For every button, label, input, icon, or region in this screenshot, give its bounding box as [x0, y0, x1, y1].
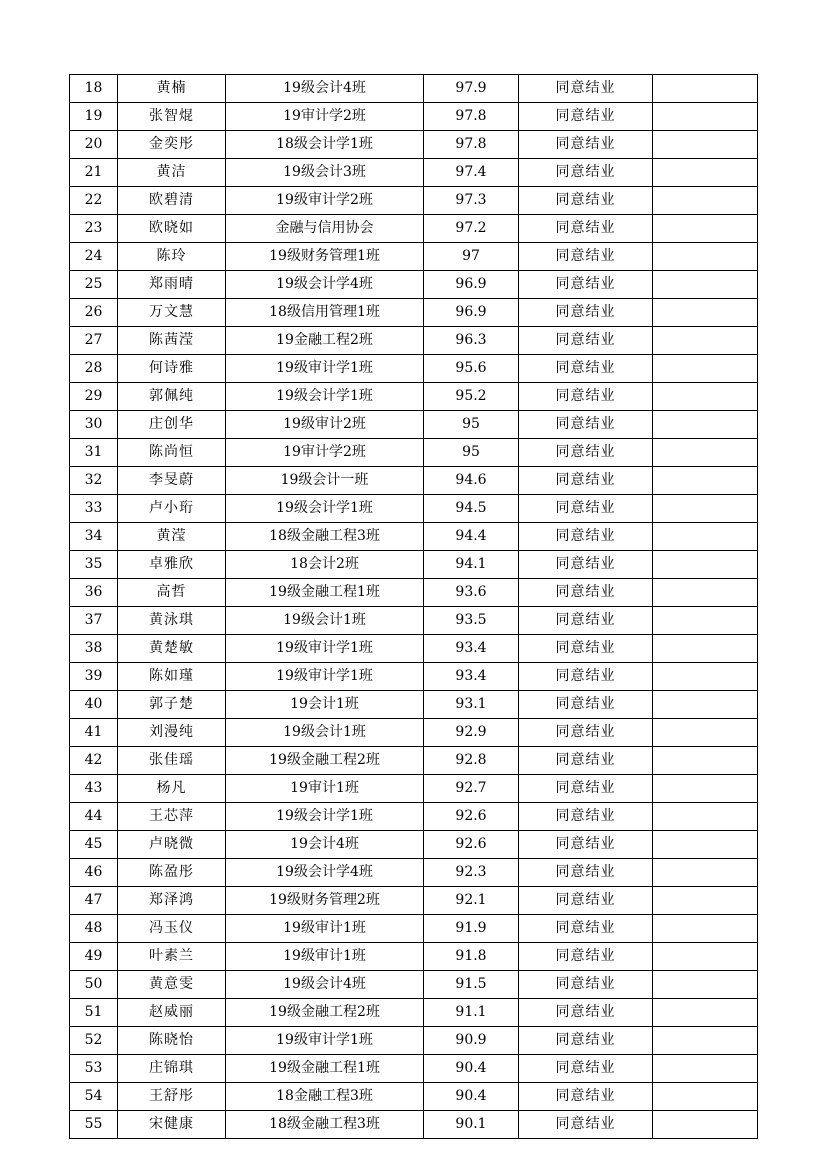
table-row [70, 551, 758, 579]
student-name-cell: 陈尚恒 [118, 439, 226, 467]
student-name-cell: 庄锦琪 [118, 1055, 226, 1083]
class-name-cell: 19级会计学1班 [226, 803, 424, 831]
row-number-cell: 21 [70, 159, 118, 187]
table-row [70, 411, 758, 439]
student-name-cell: 黄洁 [118, 159, 226, 187]
remark-cell [653, 579, 758, 607]
row-number-cell: 28 [70, 355, 118, 383]
class-name-cell: 19级审计学1班 [226, 663, 424, 691]
remark-cell [653, 971, 758, 999]
score-cell: 97.4 [424, 159, 519, 187]
student-name-cell: 陈如瑾 [118, 663, 226, 691]
class-name-cell: 19级会计学1班 [226, 383, 424, 411]
student-name-cell: 万文慧 [118, 299, 226, 327]
class-name-cell: 19级会计1班 [226, 607, 424, 635]
row-number-cell: 49 [70, 943, 118, 971]
class-name-cell: 19级审计学1班 [226, 355, 424, 383]
completion-status-cell: 同意结业 [519, 1055, 653, 1083]
score-cell: 92.3 [424, 859, 519, 887]
class-name-cell: 18级会计学1班 [226, 131, 424, 159]
row-number-cell: 39 [70, 663, 118, 691]
table-row [70, 635, 758, 663]
row-number-cell: 29 [70, 383, 118, 411]
row-number-cell: 48 [70, 915, 118, 943]
completion-status-cell: 同意结业 [519, 607, 653, 635]
row-number-cell: 37 [70, 607, 118, 635]
completion-status-cell: 同意结业 [519, 999, 653, 1027]
table-row [70, 467, 758, 495]
completion-status-cell: 同意结业 [519, 243, 653, 271]
score-cell: 91.9 [424, 915, 519, 943]
remark-cell [653, 915, 758, 943]
row-number-cell: 20 [70, 131, 118, 159]
completion-status-cell: 同意结业 [519, 1083, 653, 1111]
remark-cell [653, 383, 758, 411]
student-name-cell: 黄滢 [118, 523, 226, 551]
student-name-cell: 王舒彤 [118, 1083, 226, 1111]
row-number-cell: 50 [70, 971, 118, 999]
row-number-cell: 26 [70, 299, 118, 327]
score-cell: 90.4 [424, 1083, 519, 1111]
remark-cell [653, 131, 758, 159]
score-cell: 92.6 [424, 831, 519, 859]
table-row [70, 831, 758, 859]
remark-cell [653, 1083, 758, 1111]
table-row [70, 691, 758, 719]
score-cell: 91.1 [424, 999, 519, 1027]
table-row [70, 887, 758, 915]
score-cell: 91.8 [424, 943, 519, 971]
row-number-cell: 32 [70, 467, 118, 495]
remark-cell [653, 775, 758, 803]
score-cell: 95.2 [424, 383, 519, 411]
class-name-cell: 19级会计学1班 [226, 495, 424, 523]
student-name-cell: 冯玉仪 [118, 915, 226, 943]
student-name-cell: 黄意雯 [118, 971, 226, 999]
class-name-cell: 19级会计学4班 [226, 859, 424, 887]
table-row [70, 943, 758, 971]
score-cell: 97.2 [424, 215, 519, 243]
student-name-cell: 卢晓微 [118, 831, 226, 859]
remark-cell [653, 75, 758, 103]
table-row [70, 971, 758, 999]
table-row [70, 243, 758, 271]
score-cell: 97.9 [424, 75, 519, 103]
remark-cell [653, 1027, 758, 1055]
remark-cell [653, 607, 758, 635]
remark-cell [653, 159, 758, 187]
student-name-cell: 黄泳琪 [118, 607, 226, 635]
row-number-cell: 27 [70, 327, 118, 355]
row-number-cell: 52 [70, 1027, 118, 1055]
score-cell: 94.5 [424, 495, 519, 523]
class-name-cell: 18级金融工程3班 [226, 1111, 424, 1139]
row-number-cell: 34 [70, 523, 118, 551]
class-name-cell: 18金融工程3班 [226, 1083, 424, 1111]
remark-cell [653, 747, 758, 775]
class-name-cell: 19级审计学1班 [226, 1027, 424, 1055]
score-cell: 93.1 [424, 691, 519, 719]
table-row [70, 299, 758, 327]
student-name-cell: 陈盈彤 [118, 859, 226, 887]
table-row [70, 355, 758, 383]
completion-status-cell: 同意结业 [519, 523, 653, 551]
table-row [70, 327, 758, 355]
score-cell: 92.1 [424, 887, 519, 915]
row-number-cell: 38 [70, 635, 118, 663]
score-cell: 94.6 [424, 467, 519, 495]
completion-status-cell: 同意结业 [519, 971, 653, 999]
table-row [70, 803, 758, 831]
class-name-cell: 19级审计1班 [226, 943, 424, 971]
row-number-cell: 44 [70, 803, 118, 831]
row-number-cell: 25 [70, 271, 118, 299]
completion-status-cell: 同意结业 [519, 327, 653, 355]
student-name-cell: 卓雅欣 [118, 551, 226, 579]
table-row [70, 75, 758, 103]
table-row [70, 523, 758, 551]
row-number-cell: 36 [70, 579, 118, 607]
remark-cell [653, 663, 758, 691]
class-name-cell: 19级会计一班 [226, 467, 424, 495]
completion-status-cell: 同意结业 [519, 411, 653, 439]
completion-status-cell: 同意结业 [519, 131, 653, 159]
score-cell: 93.6 [424, 579, 519, 607]
row-number-cell: 35 [70, 551, 118, 579]
row-number-cell: 54 [70, 1083, 118, 1111]
class-name-cell: 19级金融工程1班 [226, 579, 424, 607]
student-name-cell: 张佳瑶 [118, 747, 226, 775]
completion-status-cell: 同意结业 [519, 75, 653, 103]
remark-cell [653, 887, 758, 915]
row-number-cell: 42 [70, 747, 118, 775]
remark-cell [653, 635, 758, 663]
score-cell: 94.4 [424, 523, 519, 551]
table-row [70, 579, 758, 607]
remark-cell [653, 1055, 758, 1083]
completion-status-cell: 同意结业 [519, 635, 653, 663]
table-row [70, 663, 758, 691]
student-name-cell: 刘漫纯 [118, 719, 226, 747]
student-name-cell: 张智焜 [118, 103, 226, 131]
remark-cell [653, 495, 758, 523]
class-name-cell: 19级财务管理2班 [226, 887, 424, 915]
remark-cell [653, 523, 758, 551]
table-row [70, 607, 758, 635]
table-row [70, 383, 758, 411]
table-row [70, 1083, 758, 1111]
class-name-cell: 19审计学2班 [226, 103, 424, 131]
class-name-cell: 19级会计3班 [226, 159, 424, 187]
class-name-cell: 19审计1班 [226, 775, 424, 803]
remark-cell [653, 187, 758, 215]
completion-status-cell: 同意结业 [519, 831, 653, 859]
row-number-cell: 55 [70, 1111, 118, 1139]
class-name-cell: 19级金融工程2班 [226, 999, 424, 1027]
class-name-cell: 19级会计4班 [226, 971, 424, 999]
table-row [70, 131, 758, 159]
class-name-cell: 19级金融工程1班 [226, 1055, 424, 1083]
student-name-cell: 郑泽鸿 [118, 887, 226, 915]
score-cell: 92.9 [424, 719, 519, 747]
table-row [70, 747, 758, 775]
row-number-cell: 19 [70, 103, 118, 131]
table-row [70, 775, 758, 803]
table-row [70, 439, 758, 467]
remark-cell [653, 103, 758, 131]
class-name-cell: 19级审计1班 [226, 915, 424, 943]
row-number-cell: 41 [70, 719, 118, 747]
remark-cell [653, 719, 758, 747]
student-name-cell: 王芯萍 [118, 803, 226, 831]
remark-cell [653, 467, 758, 495]
student-name-cell: 何诗雅 [118, 355, 226, 383]
score-cell: 91.5 [424, 971, 519, 999]
student-name-cell: 高哲 [118, 579, 226, 607]
completion-status-cell: 同意结业 [519, 775, 653, 803]
row-number-cell: 51 [70, 999, 118, 1027]
roster-table [69, 74, 758, 1139]
score-cell: 92.8 [424, 747, 519, 775]
remark-cell [653, 439, 758, 467]
student-name-cell: 郭子楚 [118, 691, 226, 719]
table-row [70, 1111, 758, 1139]
class-name-cell: 19级金融工程2班 [226, 747, 424, 775]
row-number-cell: 33 [70, 495, 118, 523]
class-name-cell: 19审计学2班 [226, 439, 424, 467]
class-name-cell: 19级审计2班 [226, 411, 424, 439]
row-number-cell: 40 [70, 691, 118, 719]
score-cell: 97.8 [424, 131, 519, 159]
completion-status-cell: 同意结业 [519, 943, 653, 971]
student-name-cell: 黄楚敏 [118, 635, 226, 663]
completion-status-cell: 同意结业 [519, 803, 653, 831]
row-number-cell: 23 [70, 215, 118, 243]
row-number-cell: 46 [70, 859, 118, 887]
remark-cell [653, 1111, 758, 1139]
table-row [70, 1055, 758, 1083]
student-name-cell: 陈玲 [118, 243, 226, 271]
score-cell: 97.3 [424, 187, 519, 215]
row-number-cell: 43 [70, 775, 118, 803]
score-cell: 96.3 [424, 327, 519, 355]
completion-status-cell: 同意结业 [519, 915, 653, 943]
class-name-cell: 19金融工程2班 [226, 327, 424, 355]
remark-cell [653, 803, 758, 831]
remark-cell [653, 943, 758, 971]
table-row [70, 103, 758, 131]
row-number-cell: 45 [70, 831, 118, 859]
score-cell: 96.9 [424, 299, 519, 327]
score-cell: 96.9 [424, 271, 519, 299]
score-cell: 94.1 [424, 551, 519, 579]
remark-cell [653, 691, 758, 719]
completion-status-cell: 同意结业 [519, 1111, 653, 1139]
student-name-cell: 陈晓怡 [118, 1027, 226, 1055]
table-row [70, 915, 758, 943]
student-name-cell: 宋健康 [118, 1111, 226, 1139]
completion-status-cell: 同意结业 [519, 495, 653, 523]
table-row [70, 271, 758, 299]
student-name-cell: 郑雨晴 [118, 271, 226, 299]
student-name-cell: 欧碧清 [118, 187, 226, 215]
remark-cell [653, 411, 758, 439]
completion-status-cell: 同意结业 [519, 383, 653, 411]
class-name-cell: 19会计1班 [226, 691, 424, 719]
completion-status-cell: 同意结业 [519, 467, 653, 495]
table-row [70, 495, 758, 523]
completion-status-cell: 同意结业 [519, 1027, 653, 1055]
table-row [70, 215, 758, 243]
remark-cell [653, 859, 758, 887]
roster-table-body [70, 75, 758, 1139]
completion-status-cell: 同意结业 [519, 859, 653, 887]
student-name-cell: 杨凡 [118, 775, 226, 803]
class-name-cell: 19级会计学4班 [226, 271, 424, 299]
table-row [70, 999, 758, 1027]
remark-cell [653, 215, 758, 243]
completion-status-cell: 同意结业 [519, 215, 653, 243]
row-number-cell: 31 [70, 439, 118, 467]
score-cell: 93.4 [424, 663, 519, 691]
remark-cell [653, 355, 758, 383]
score-cell: 95.6 [424, 355, 519, 383]
remark-cell [653, 551, 758, 579]
class-name-cell: 18级信用管理1班 [226, 299, 424, 327]
remark-cell [653, 327, 758, 355]
row-number-cell: 53 [70, 1055, 118, 1083]
class-name-cell: 19级审计学1班 [226, 635, 424, 663]
student-name-cell: 庄创华 [118, 411, 226, 439]
completion-status-cell: 同意结业 [519, 299, 653, 327]
score-cell: 90.4 [424, 1055, 519, 1083]
class-name-cell: 19级会计4班 [226, 75, 424, 103]
table-row [70, 859, 758, 887]
score-cell: 93.4 [424, 635, 519, 663]
completion-status-cell: 同意结业 [519, 159, 653, 187]
table-row [70, 719, 758, 747]
score-cell: 92.6 [424, 803, 519, 831]
class-name-cell: 19级审计学2班 [226, 187, 424, 215]
class-name-cell: 19会计4班 [226, 831, 424, 859]
row-number-cell: 22 [70, 187, 118, 215]
completion-status-cell: 同意结业 [519, 663, 653, 691]
remark-cell [653, 299, 758, 327]
score-cell: 92.7 [424, 775, 519, 803]
row-number-cell: 24 [70, 243, 118, 271]
class-name-cell: 19级会计1班 [226, 719, 424, 747]
completion-status-cell: 同意结业 [519, 551, 653, 579]
completion-status-cell: 同意结业 [519, 747, 653, 775]
student-name-cell: 陈茜滢 [118, 327, 226, 355]
remark-cell [653, 999, 758, 1027]
class-name-cell: 金融与信用协会 [226, 215, 424, 243]
score-cell: 90.9 [424, 1027, 519, 1055]
student-name-cell: 卢小珩 [118, 495, 226, 523]
table-row [70, 187, 758, 215]
table-row [70, 159, 758, 187]
completion-status-cell: 同意结业 [519, 187, 653, 215]
completion-status-cell: 同意结业 [519, 103, 653, 131]
completion-status-cell: 同意结业 [519, 355, 653, 383]
row-number-cell: 47 [70, 887, 118, 915]
row-number-cell: 18 [70, 75, 118, 103]
completion-status-cell: 同意结业 [519, 271, 653, 299]
class-name-cell: 18会计2班 [226, 551, 424, 579]
score-cell: 97.8 [424, 103, 519, 131]
student-name-cell: 黄楠 [118, 75, 226, 103]
completion-status-cell: 同意结业 [519, 439, 653, 467]
student-name-cell: 李旻蔚 [118, 467, 226, 495]
remark-cell [653, 243, 758, 271]
completion-status-cell: 同意结业 [519, 719, 653, 747]
completion-status-cell: 同意结业 [519, 579, 653, 607]
completion-status-cell: 同意结业 [519, 887, 653, 915]
score-cell: 95 [424, 439, 519, 467]
student-name-cell: 欧晓如 [118, 215, 226, 243]
remark-cell [653, 271, 758, 299]
score-cell: 90.1 [424, 1111, 519, 1139]
student-name-cell: 赵威丽 [118, 999, 226, 1027]
class-name-cell: 19级财务管理1班 [226, 243, 424, 271]
remark-cell [653, 831, 758, 859]
table-row [70, 1027, 758, 1055]
score-cell: 97 [424, 243, 519, 271]
student-name-cell: 金奕彤 [118, 131, 226, 159]
student-name-cell: 郭佩纯 [118, 383, 226, 411]
score-cell: 93.5 [424, 607, 519, 635]
student-name-cell: 叶素兰 [118, 943, 226, 971]
completion-status-cell: 同意结业 [519, 691, 653, 719]
class-name-cell: 18级金融工程3班 [226, 523, 424, 551]
row-number-cell: 30 [70, 411, 118, 439]
score-cell: 95 [424, 411, 519, 439]
